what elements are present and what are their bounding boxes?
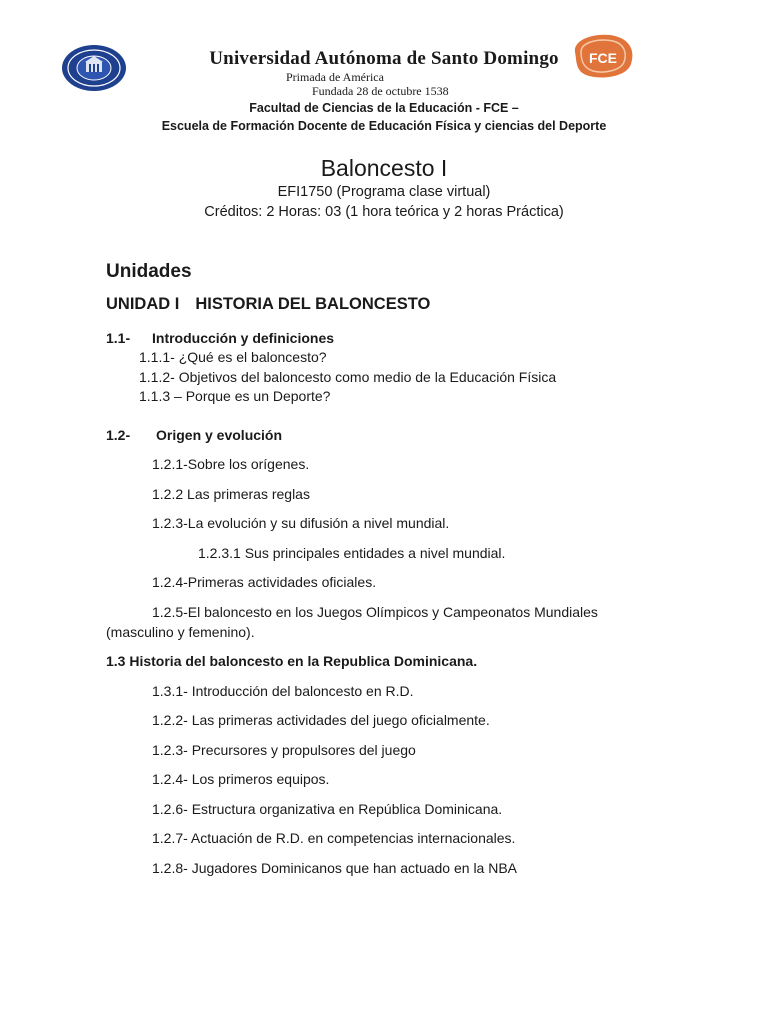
section-number: 1.1-	[106, 330, 131, 346]
list-item: 1.2.3.1 Sus principales entidades a nivel mundial.	[198, 545, 506, 561]
list-item: 1.1.2- Objetivos del baloncesto como medio de la Educación Física	[139, 369, 557, 385]
section-heading	[106, 330, 334, 346]
unit-label: UNIDAD I	[106, 295, 180, 313]
list-item: 1.2.1-Sobre los orígenes.	[152, 456, 310, 472]
course-code: EFI1750 (Programa clase virtual)	[277, 184, 491, 200]
list-item: 1.2.7- Actuación de R.D. en competencias internacionales.	[152, 830, 516, 846]
list-item: 1.2.3-La evolución y su difusión a nivel mundial.	[152, 515, 450, 531]
list-item: 1.2.2- Las primeras actividades del juego oficialmente.	[152, 712, 490, 728]
section-heading	[106, 427, 282, 443]
list-item: 1.2.4- Los primeros equipos.	[152, 771, 330, 787]
university-name: Universidad Autónoma de Santo Domingo	[209, 48, 559, 69]
section-heading: 1.3 Historia del baloncesto en la Republica Dominicana.	[106, 653, 478, 669]
list-item: 1.2.3- Precursores y propulsores del juego	[152, 742, 416, 758]
section-title: Origen y evolución	[156, 427, 283, 443]
list-item: 1.1.3 – Porque es un Deporte?	[139, 388, 331, 404]
units-heading: Unidades	[106, 261, 192, 282]
university-motto: Primada de América	[286, 70, 384, 84]
fce-logo-text: FCE	[589, 50, 617, 66]
list-item: 1.2.8- Jugadores Dominicanos que han actuado en la NBA	[152, 860, 518, 876]
unit-heading	[106, 295, 430, 314]
list-item: 1.1.1- ¿Qué es el baloncesto?	[139, 349, 327, 365]
list-item: 1.2.6- Estructura organizativa en República Dominicana.	[152, 801, 503, 817]
university-founded: Fundada 28 de octubre 1538	[312, 84, 449, 98]
course-credits: Créditos: 2 Horas: 03 (1 hora teórica y 2 horas Práctica)	[204, 204, 564, 220]
faculty-name: Facultad de Ciencias de la Educación - FCE –	[249, 101, 519, 115]
school-name: Escuela de Formación Docente de Educación Física y ciencias del Deporte	[161, 119, 607, 133]
list-item: 1.2.2 Las primeras reglas	[152, 486, 310, 502]
section-title: Introducción y definiciones	[152, 330, 335, 346]
unit-title: HISTORIA DEL BALONCESTO	[195, 295, 431, 313]
course-title: Baloncesto I	[320, 155, 448, 181]
list-item: 1.2.4-Primeras actividades oficiales.	[152, 574, 377, 590]
list-item: (masculino y femenino).	[106, 624, 255, 640]
list-item: 1.3.1- Introducción del baloncesto en R.D.	[152, 683, 414, 699]
section-number: 1.2-	[106, 427, 131, 443]
list-item: 1.2.5-El baloncesto en los Juegos Olímpicos y Campeonatos Mundiales	[152, 604, 598, 620]
